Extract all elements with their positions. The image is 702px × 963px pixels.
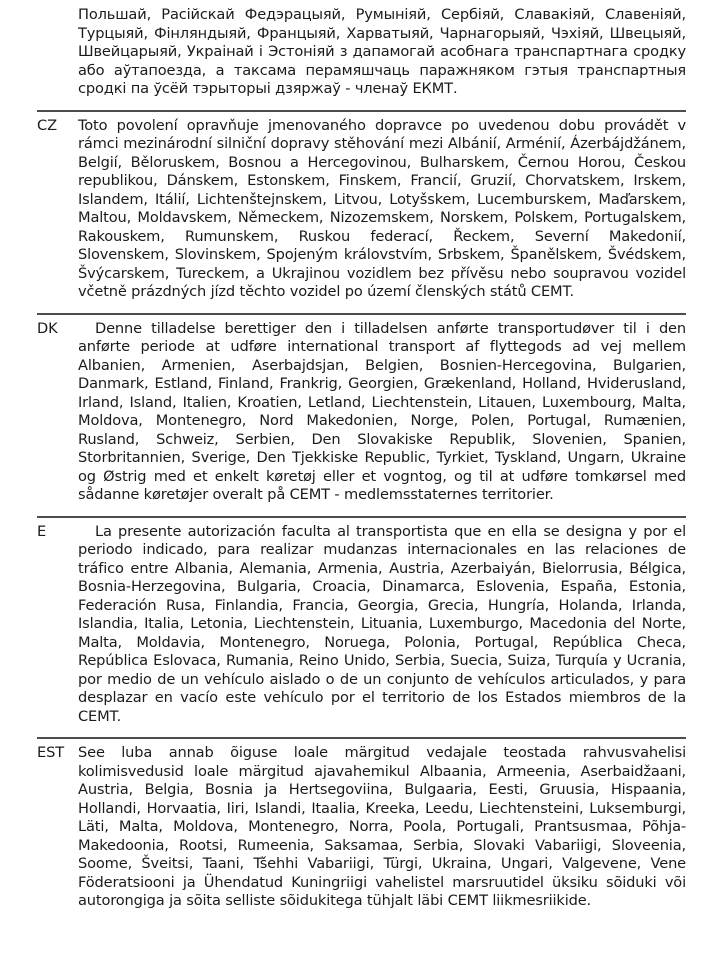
language-code-label: E <box>37 522 47 540</box>
section-e <box>37 523 686 727</box>
section-text: La presente autorización faculta al transportista que en ella se designa y por el periodo indicado, para realizar mudanzas internacionales en las relaciones de tráfico entre Albania, Alemania, Armenia, Austria, Azerbaiyán, Bielorrusia, Bélgica, Bosnia-Herzegovina, Bulgaria, Croacia, Dinamarca, Eslovenia, España, Estonia, Federación Rusa, Finlandia, Francia, Georgia, Grecia, Hungría, Holanda, Irlanda, Islandia, Italia, Letonia, Liechtenstein, Lituania, Luxemburgo, Macedonia del Norte, Malta, Moldavia, Montenegro, Noruega, Polonia, Portugal, República Checa, República Eslovaca, Rumania, Reino Unido, Serbia, Suecia, Suiza, Turquía y Ucrania, por medio de un vehículo aislado o de un conjunto de vehículos articulados, y para desplazar en vacío este vehículo por el territorio de los Estados miembros de la CEMT. <box>78 522 686 725</box>
section-text: Toto povolení opravňuje jmenovaného dopravce po uvedenou dobu provádět v rámci mezinárodní silniční dopravy stěhování mezi Albánií, Arménií, Ázerbájdžánem, Belgií, Běloruskem, Bosnou a Hercegovinou, Bulharskem, Černou Horou, Českou republikou, Dánskem, Estonskem, Finskem, Francií, Gruzií, Chorvatskem, Irskem, Islandem, Itálií, Lichtenštejnskem, Litvou, Lotyšskem, Lucemburskem, Maďarskem, Maltou, Moldavskem, Německem, Nizozemskem, Norskem, Polskem, Portugalskem, Rakouskem, Rumunskem, Ruskou federací, Řeckem, Severní Makedonií, Slovenskem, Slovinskem, Spojeným královstvím, Srbskem, Španělskem, Švédskem, Švýcarskem, Tureckem, a Ukrajinou vozidlem bez přívěsu nebo soupravou vozidel včetně prázdných jízd těchto vozidel po území členských států CEMT. <box>78 116 686 300</box>
section-text: Denne tilladelse berettiger den i tilladelsen anførte transportudøver til i den anførte periode at udføre international transport af flyttegods ad vej mellem Albanien, Armenien, Aserbajdsjan, Belgien, Bosnien-Hercegovina, Bulgarien, Danmark, Estland, Finland, Frankrig, Georgien, Grækenland, Holland, Hviderusland, Irland, Island, Italien, Kroatien, Letland, Liechtenstein, Litauen, Luxembourg, Malta, Moldova, Montenegro, Nord Makedonien, Norge, Polen, Portugal, Rumænien, Rusland, Schweiz, Serbien, Den Slovakiske Republik, Slovenien, Spanien, Storbritannien, Sverige, Den Tjekkiske Republic, Tyrkiet, Tyskland, Ungarn, Ukraine og Østrig med et enkelt køretøj eller et vogntog, og til at udføre tomkørsel med sådanne køretøjer overalt på CEMT - medlemsstaternes territorier. <box>78 319 686 503</box>
language-code-label: EST <box>37 744 65 761</box>
section-cz <box>37 117 686 302</box>
section-est <box>37 744 686 911</box>
section-divider <box>37 516 686 518</box>
section-divider <box>37 737 686 739</box>
section-dk <box>37 320 686 505</box>
language-code-label: DK <box>37 319 58 337</box>
section-text: Польшай, Расійскай Федэрацыяй, Румыніяй, Сербіяй, Славакіяй, Славеніяй, Турцыяй, Фінляндыяй, Францыяй, Харватыяй, Чарнагорыяй, Чэхіяй, Швецыяй, Швейцарыяй, Украінай і Эстоніяй з дапамогай асобнага транспартнага сродку або аўтапоезда, а таксама перамяшчаць паражняком гэтыя транспартныя сродкі па ўсёй тэрыторыі дзяржаў - членаў ЕКМТ. <box>78 6 686 97</box>
section-divider <box>37 110 686 112</box>
section-divider <box>37 313 686 315</box>
section-text: See luba annab õiguse loale märgitud vedajale teostada rahvusvahelisi kolimisvedusid loale märgitud ajavahemikul Albaania, Armeenia, Aserbaidžaani, Austria, Belgia, Bosnia ja Hertsegoviina, Bulgaaria, Eesti, Gruusia, Hispaania, Hollandi, Horvaatia, Iiri, Islandi, Itaalia, Kreeka, Leedu, Liechtensteini, Luksemburgi, Läti, Malta, Moldova, Montenegro, Norra, Poola, Portugali, Prantsusmaa, Põhja-Makedoonia, Rootsi, Rumeenia, Saksamaa, Serbia, Slovaki Vabariigi, Sloveenia, Soome, Šveitsi, Taani, Tšehhi Vabariigi, Türgi, Ukraina, Ungari, Valgevene, Vene Föderatsiooni ja Ühendatud Kuningriigi vahelistel marsruutidel üksiku sõiduki või autorongiga ja sõita selliste sõidukitega tühjalt läbi CEMT liikmesriikide. <box>78 744 686 909</box>
section-belarusian <box>37 6 686 99</box>
language-code-label: CZ <box>37 116 57 134</box>
